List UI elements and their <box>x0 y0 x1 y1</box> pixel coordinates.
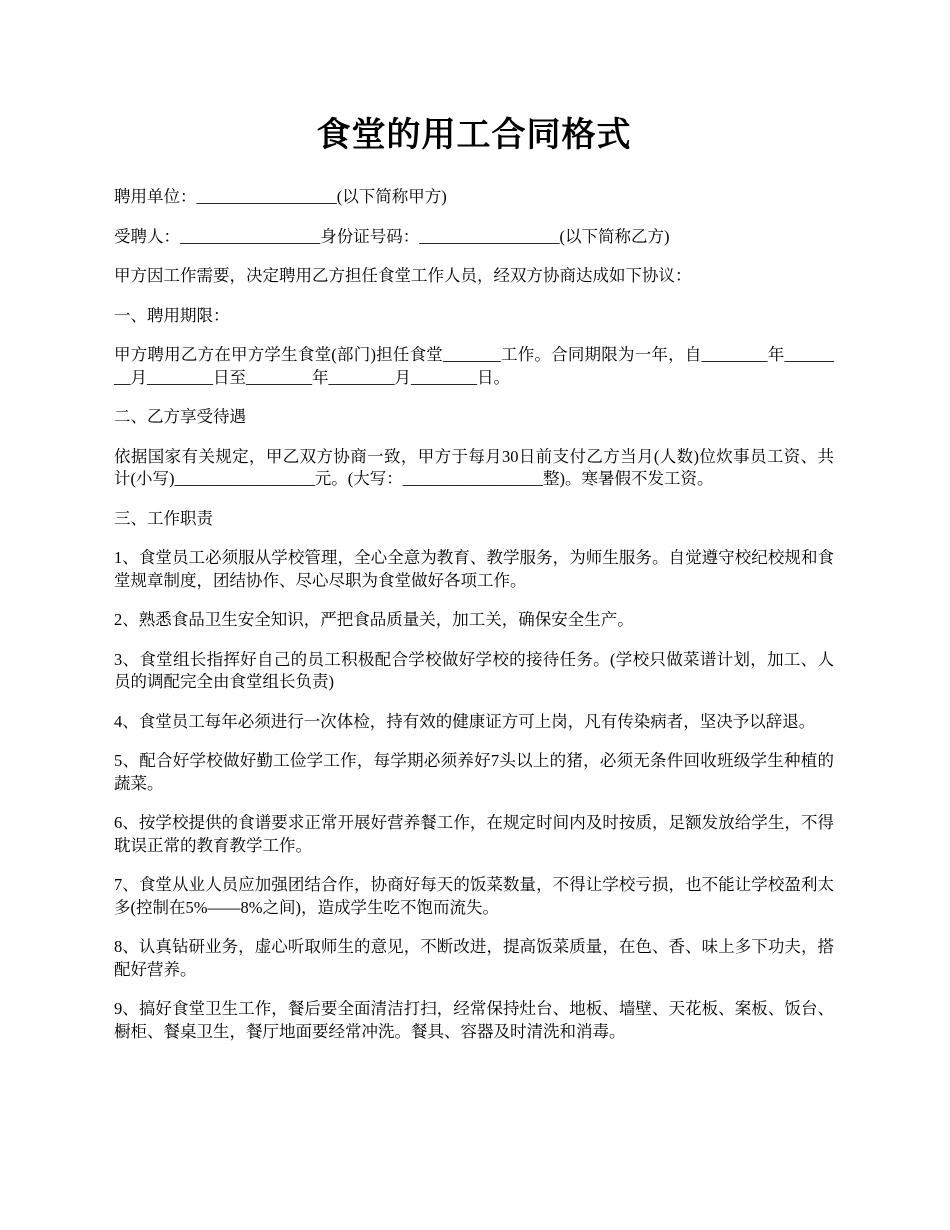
section-heading-duties: 三、工作职责 <box>114 508 213 528</box>
duty-item-8: 8、认真钻研业务，虚心听取师生的意见，不断改进，提高饭菜质量，在色、香、味上多下功夫，搭配好营养。 <box>114 937 834 979</box>
employer-line: 聘用单位：_________________(以下简称甲方) <box>114 187 447 206</box>
duty-item-5: 5、配合好学校做好勤工俭学工作，每学期必须养好7头以上的猪，必须无条件回收班级学生种植的蔬菜。 <box>114 751 834 793</box>
benefits-paragraph: 依据国家有关规定，甲乙双方协商一致，甲方于每月30日前支付乙方当月(人数)位炊事员工资、共计(小写)_________________元。(大写：_________________整)。寒暑假不发工资。 <box>114 446 834 488</box>
duty-item-7: 7、食堂从业人员应加强团结合作，协商好每天的饭菜数量，不得让学校亏损，也不能让学校盈利太多(控制在5%——8%之间)，造成学生吃不饱而流失。 <box>114 875 834 917</box>
duty-item-3: 3、食堂组长指挥好自己的员工积极配合学校做好学校的接待任务。(学校只做菜谱计划，加工、人员的调配完全由食堂组长负责) <box>114 649 834 691</box>
term-paragraph: 甲方聘用乙方在甲方学生食堂(部门)担任食堂_______工作。合同期限为一年，自________年________月________日至________年________月________日。 <box>114 345 834 387</box>
duty-item-9: 9、搞好食堂卫生工作，餐后要全面清洁打扫，经常保持灶台、地板、墙壁、天花板、案板、饭台、橱柜、餐桌卫生，餐厅地面要经常冲洗。餐具、容器及时清洗和消毒。 <box>114 999 834 1041</box>
duty-item-2: 2、熟悉食品卫生安全知识，严把食品质量关，加工关，确保安全生产。 <box>114 610 634 629</box>
employee-line: 受聘人：_________________身份证号码：_________________(以下简称乙方) <box>114 226 670 246</box>
section-heading-term: 一、聘用期限： <box>114 305 230 325</box>
duty-item-6: 6、按学校提供的食谱要求正常开展好营养餐工作，在规定时间内及时按质，足额发放给学生，不得耽误正常的教育教学工作。 <box>114 813 834 855</box>
intro-paragraph: 甲方因工作需要，决定聘用乙方担任食堂工作人员，经双方协商达成如下协议： <box>114 266 692 285</box>
document-page <box>114 108 834 1060</box>
document-title: 食堂的用工合同格式 <box>316 117 632 154</box>
section-heading-benefits: 二、乙方享受待遇 <box>114 407 246 426</box>
duty-item-4: 4、食堂员工每年必须进行一次体检，持有效的健康证方可上岗，凡有传染病者，坚决予以辞退。 <box>114 711 816 731</box>
duty-item-1: 1、食堂员工必须服从学校管理，全心全意为教育、教学服务，为师生服务。自觉遵守校纪校规和食堂规章制度，团结协作、尽心尽职为食堂做好各项工作。 <box>114 548 834 590</box>
